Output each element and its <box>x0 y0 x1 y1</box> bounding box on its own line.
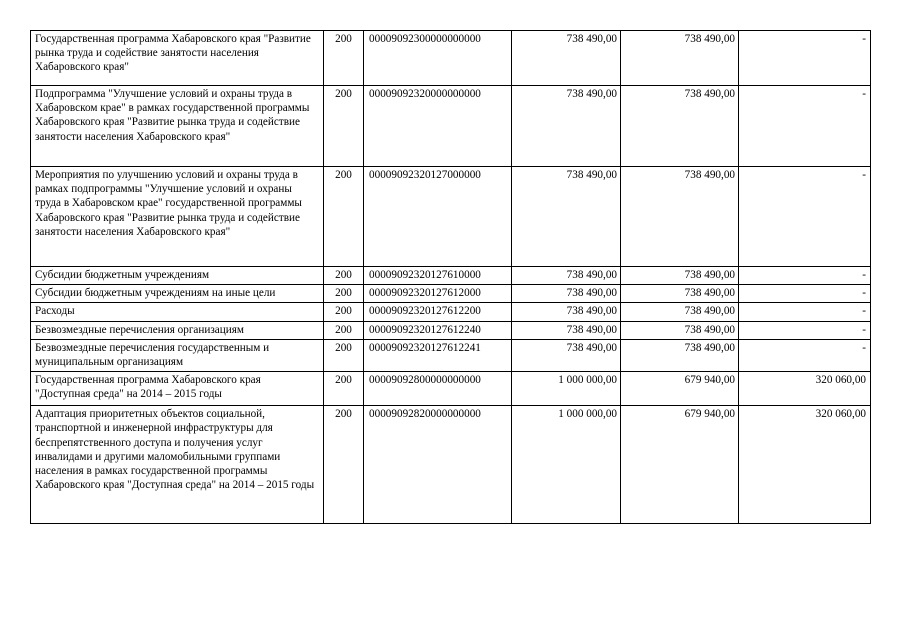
row-csr-cell: 00009092320127612241 <box>364 339 512 371</box>
row-plan-cell: 738 490,00 <box>512 339 621 371</box>
row-plan-cell: 1 000 000,00 <box>512 406 621 524</box>
budget-execution-table <box>30 30 871 524</box>
table-row <box>31 339 871 371</box>
table-row <box>31 86 871 167</box>
row-plan-cell: 738 490,00 <box>512 267 621 285</box>
table-row <box>31 267 871 285</box>
row-diff-cell: - <box>739 267 871 285</box>
row-fact-cell: 738 490,00 <box>621 321 739 339</box>
row-csr-cell: 00009092320127000000 <box>364 167 512 267</box>
table-row <box>31 406 871 524</box>
row-csr-cell: 00009092320127612240 <box>364 321 512 339</box>
row-fact-cell: 738 490,00 <box>621 285 739 303</box>
row-name-cell: Адаптация приоритетных объектов социальной, транспортной и инженерной инфраструктуры для беспрепятственного доступа и получения услуг инвалидами и другими маломобильными группами населения в рамках государственной программы Хабаровского края "Доступная среда" на 2014 – 2015 годы <box>31 406 324 524</box>
row-csr-cell: 00009092800000000000 <box>364 372 512 406</box>
row-code-cell: 200 <box>324 372 364 406</box>
row-name-cell: Мероприятия по улучшению условий и охраны труда в рамках подпрограммы "Улучшение условий и охраны труда в Хабаровском крае" государственной программы Хабаровского края "Развитие рынка труда и содействие занятости населения Хабаровского края" <box>31 167 324 267</box>
row-plan-cell: 738 490,00 <box>512 86 621 167</box>
row-code-cell: 200 <box>324 285 364 303</box>
row-fact-cell: 738 490,00 <box>621 339 739 371</box>
row-diff-cell: - <box>739 31 871 86</box>
table-row <box>31 285 871 303</box>
row-plan-cell: 738 490,00 <box>512 303 621 321</box>
row-csr-cell: 00009092300000000000 <box>364 31 512 86</box>
row-code-cell: 200 <box>324 406 364 524</box>
row-csr-cell: 00009092320127612000 <box>364 285 512 303</box>
row-csr-cell: 00009092320000000000 <box>364 86 512 167</box>
row-diff-cell: 320 060,00 <box>739 406 871 524</box>
row-diff-cell: - <box>739 167 871 267</box>
row-diff-cell: - <box>739 303 871 321</box>
row-csr-cell: 00009092320127612200 <box>364 303 512 321</box>
row-fact-cell: 679 940,00 <box>621 406 739 524</box>
row-name-cell: Подпрограмма "Улучшение условий и охраны труда в Хабаровском крае" в рамках государственной программы Хабаровского края "Развитие рынка труда и содействие занятости населения Хабаровского края" <box>31 86 324 167</box>
row-fact-cell: 679 940,00 <box>621 372 739 406</box>
row-csr-cell: 00009092820000000000 <box>364 406 512 524</box>
table-row <box>31 372 871 406</box>
row-fact-cell: 738 490,00 <box>621 167 739 267</box>
row-name-cell: Государственная программа Хабаровского края "Развитие рынка труда и содействие занятости населения Хабаровского края" <box>31 31 324 86</box>
table-row <box>31 321 871 339</box>
row-diff-cell: - <box>739 86 871 167</box>
row-name-cell: Расходы <box>31 303 324 321</box>
table-row <box>31 167 871 267</box>
row-code-cell: 200 <box>324 339 364 371</box>
row-diff-cell: 320 060,00 <box>739 372 871 406</box>
row-name-cell: Безвозмездные перечисления государственным и муниципальным организациям <box>31 339 324 371</box>
row-code-cell: 200 <box>324 167 364 267</box>
row-code-cell: 200 <box>324 31 364 86</box>
row-code-cell: 200 <box>324 321 364 339</box>
row-diff-cell: - <box>739 285 871 303</box>
row-diff-cell: - <box>739 339 871 371</box>
row-name-cell: Субсидии бюджетным учреждениям на иные цели <box>31 285 324 303</box>
table-row <box>31 303 871 321</box>
row-plan-cell: 738 490,00 <box>512 31 621 86</box>
row-name-cell: Государственная программа Хабаровского края "Доступная среда" на 2014 – 2015 годы <box>31 372 324 406</box>
row-diff-cell: - <box>739 321 871 339</box>
row-fact-cell: 738 490,00 <box>621 31 739 86</box>
row-plan-cell: 738 490,00 <box>512 285 621 303</box>
row-code-cell: 200 <box>324 86 364 167</box>
row-fact-cell: 738 490,00 <box>621 267 739 285</box>
row-fact-cell: 738 490,00 <box>621 86 739 167</box>
row-name-cell: Безвозмездные перечисления организациям <box>31 321 324 339</box>
table-row <box>31 31 871 86</box>
row-fact-cell: 738 490,00 <box>621 303 739 321</box>
row-name-cell: Субсидии бюджетным учреждениям <box>31 267 324 285</box>
row-plan-cell: 1 000 000,00 <box>512 372 621 406</box>
row-plan-cell: 738 490,00 <box>512 321 621 339</box>
row-plan-cell: 738 490,00 <box>512 167 621 267</box>
row-code-cell: 200 <box>324 303 364 321</box>
row-code-cell: 200 <box>324 267 364 285</box>
row-csr-cell: 00009092320127610000 <box>364 267 512 285</box>
